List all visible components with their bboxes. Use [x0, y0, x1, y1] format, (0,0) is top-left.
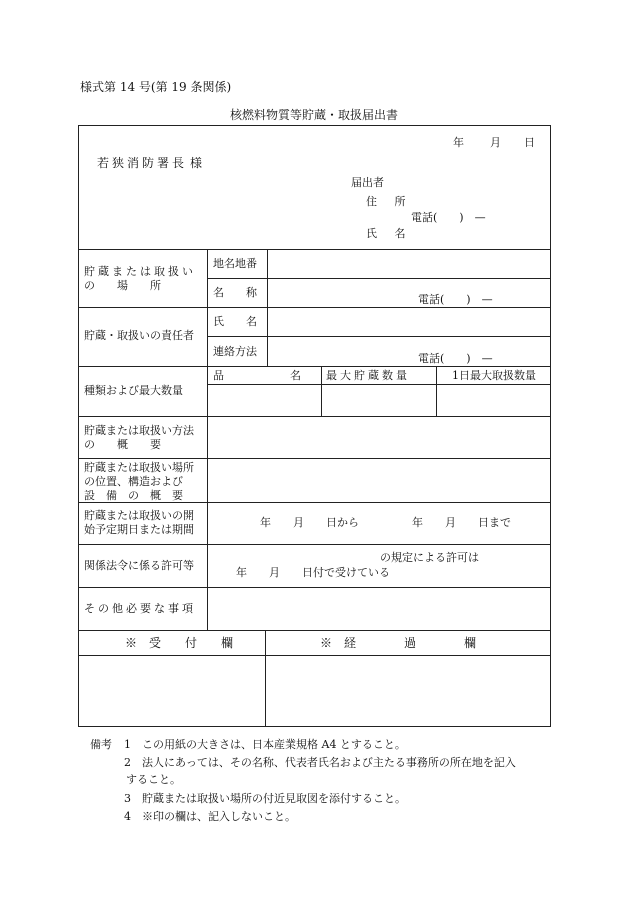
note-2: 2 法人にあっては、その名称、代表者氏名および主たる事務所の所在地を記入 — [124, 756, 516, 769]
applicant-phone: 電話( ) — — [411, 211, 486, 224]
form-title: 核燃料物質等貯蔵・取扱届出書 — [230, 108, 399, 122]
place-phone: 電話( ) — — [418, 293, 493, 306]
applicant-label: 届出者 — [351, 176, 384, 189]
notes-heading: 備考 — [90, 738, 112, 751]
form-number: 様式第 14 号(第 19 条関係) — [80, 80, 232, 94]
hline-other-bot — [78, 630, 551, 631]
reception-header: ※ 受 付 欄 — [125, 636, 234, 650]
hline-office-header — [78, 655, 551, 656]
note-3: 3 貯蔵または取扱い場所の付近見取図を添付すること。 — [124, 792, 406, 805]
note-1: 1 この用紙の大きさは、日本産業規格 A4 とすること。 — [124, 738, 406, 751]
hline-loc-bot — [78, 307, 551, 308]
resp-phone: 電話( ) — — [418, 352, 493, 365]
col-item-header: 品 名 — [213, 369, 301, 382]
date-month: 月 — [490, 136, 501, 149]
address-label: 住 所 — [366, 195, 413, 208]
hline-permit-bot — [78, 587, 551, 588]
vline-type-col-3 — [436, 366, 437, 416]
honorific: 様 — [190, 156, 203, 170]
vline-sublabel-col — [267, 249, 268, 366]
period-from: 年 月 日から — [260, 516, 359, 529]
facility-label-line3: 設 備 の 概 要 — [84, 489, 183, 502]
location-label-line1: 貯蔵または取扱い — [84, 265, 196, 278]
facility-label-line1: 貯蔵または取扱い場所 — [84, 461, 194, 474]
hline-period-bot — [78, 544, 551, 545]
permit-line-1: の規定による許可は — [380, 551, 479, 564]
hline-resp-mid — [207, 336, 551, 337]
col-max-storage-header: 最大貯蔵数量 — [326, 369, 410, 382]
period-to: 年 月 日まで — [412, 516, 511, 529]
note-2-cont: すること。 — [126, 773, 181, 786]
col-daily-max-header: 1日最大取扱数量 — [452, 369, 536, 382]
location-label-line2: の 場 所 — [84, 279, 161, 292]
vline-office-split — [265, 630, 266, 727]
hline-type-bot — [78, 416, 551, 417]
hline-type-header — [207, 384, 551, 385]
permit-line-2: 年 月 日付で受けている — [236, 566, 390, 579]
progress-header: ※ 経 過 欄 — [320, 636, 477, 650]
date-day: 日 — [524, 136, 535, 149]
method-label-line2: の 概 要 — [84, 438, 161, 451]
other-label: その他必要な事項 — [84, 602, 196, 615]
responsible-label: 貯蔵・取扱いの責任者 — [84, 329, 194, 342]
hline-loc-mid — [207, 278, 551, 279]
hline-top — [78, 249, 551, 250]
resp-contact-label: 連絡方法 — [213, 345, 257, 358]
vline-type-col-2 — [321, 366, 322, 416]
hline-method-bot — [78, 458, 551, 459]
resp-name-label: 氏 名 — [213, 315, 257, 328]
lot-number-label: 地名地番 — [213, 257, 257, 270]
period-label-line2: 始予定期日または期間 — [84, 523, 194, 536]
method-label-line1: 貯蔵または取扱い方法 — [84, 424, 194, 437]
facility-label-line2: の位置、構造および — [84, 475, 183, 488]
permit-label: 関係法令に係る許可等 — [84, 559, 194, 572]
note-4: 4 ※印の欄は、記入しないこと。 — [124, 810, 296, 823]
vline-label-col — [207, 249, 208, 630]
hline-resp-bot — [78, 366, 551, 367]
type-qty-label: 種類および最大数量 — [84, 384, 183, 397]
date-year: 年 — [453, 136, 464, 149]
name-label: 氏 名 — [366, 227, 413, 240]
place-name-label: 名 称 — [213, 286, 257, 299]
period-label-line1: 貯蔵または取扱いの開 — [84, 509, 194, 522]
addressee: 若狭消防署長 — [97, 156, 188, 170]
